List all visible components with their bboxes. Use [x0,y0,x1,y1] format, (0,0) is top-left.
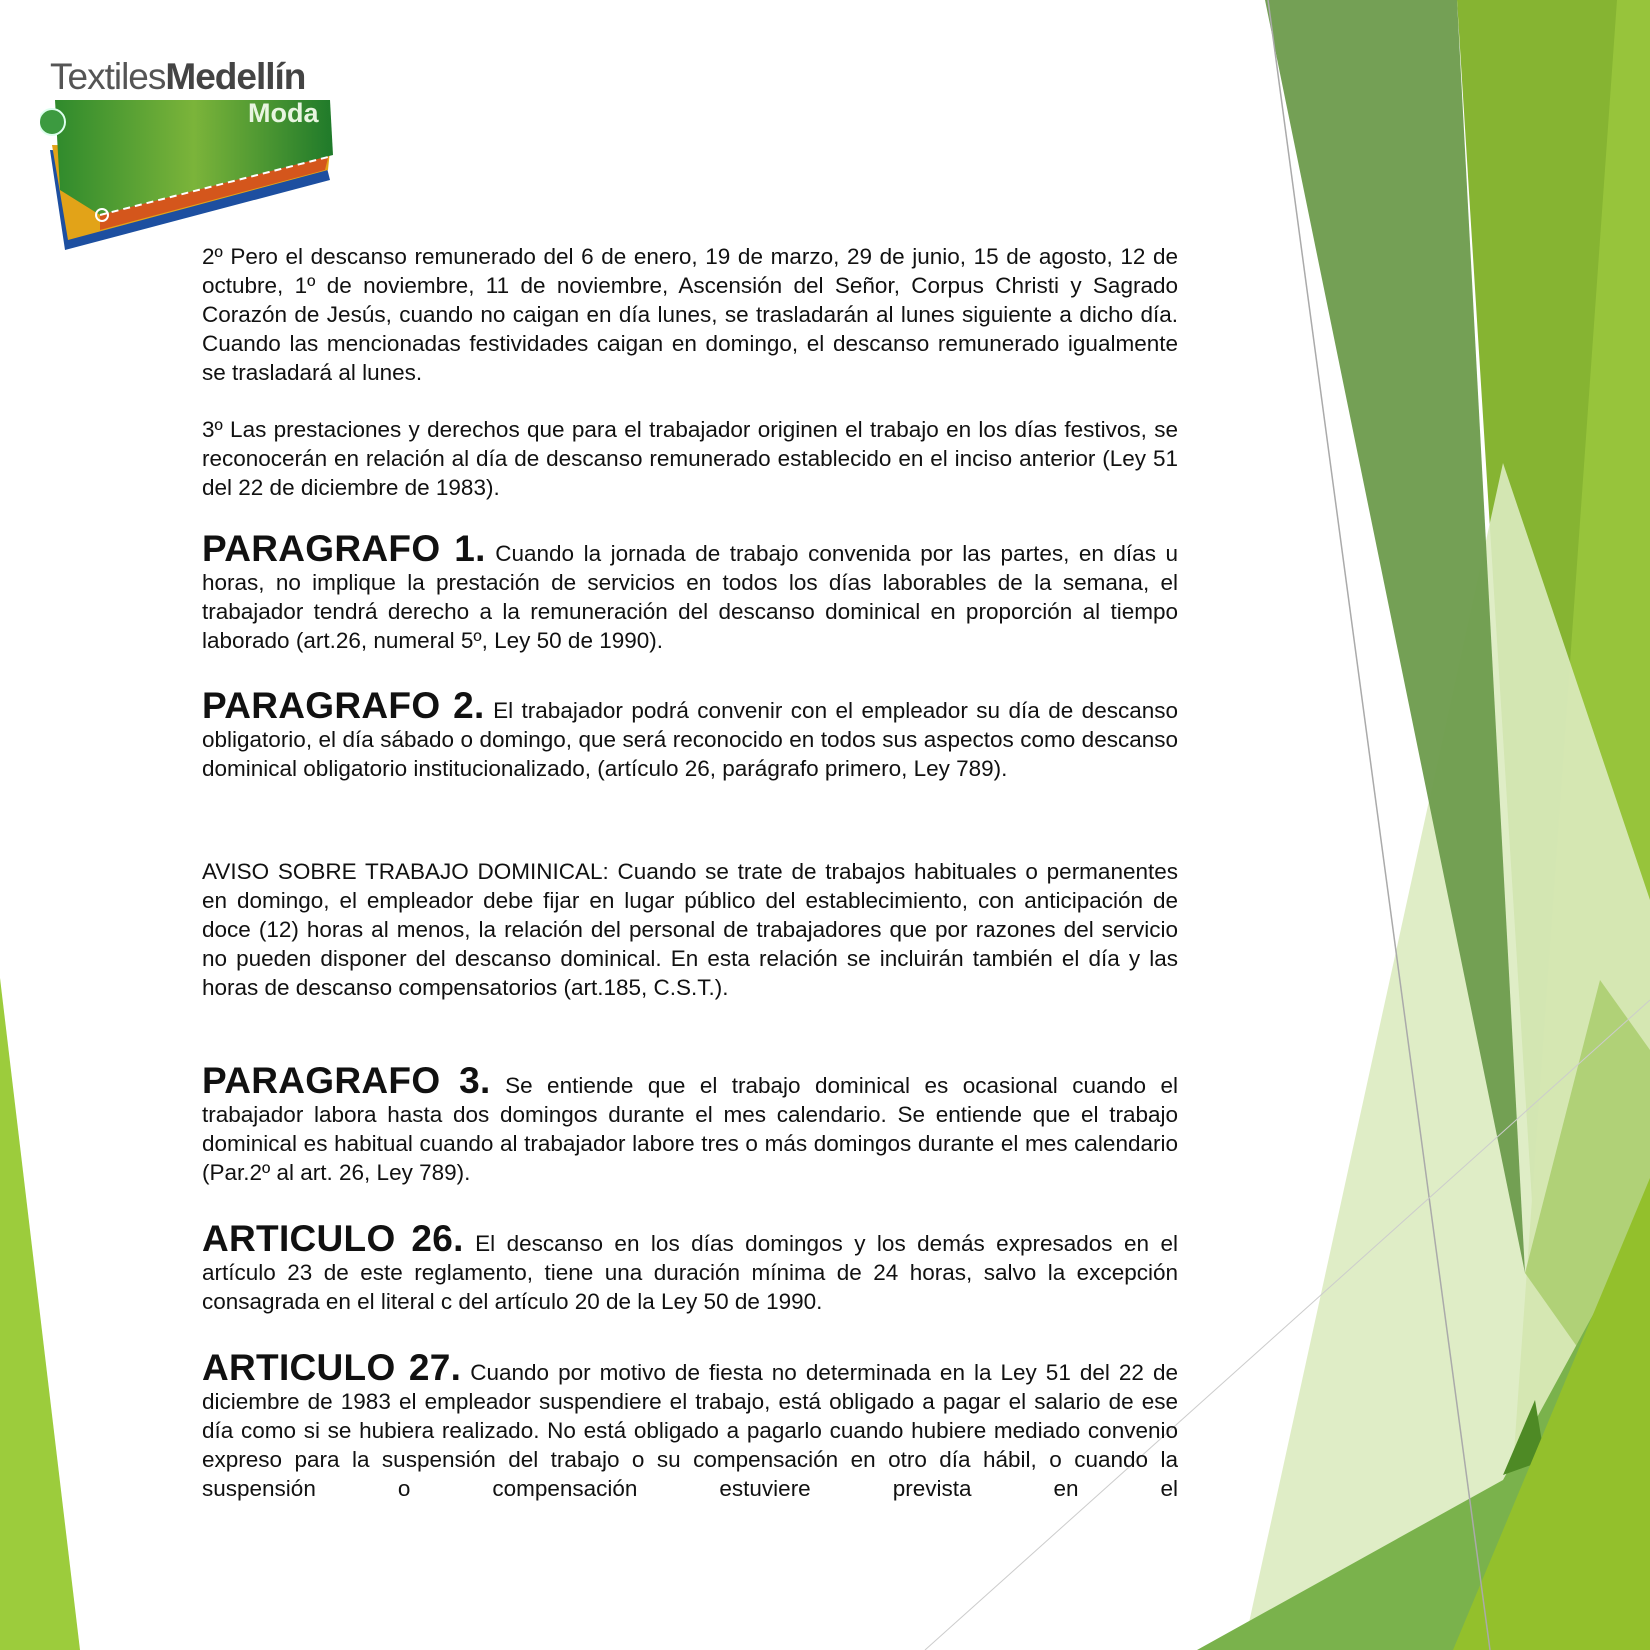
left-green-sliver [0,978,80,1650]
section-text: Se entiende que el trabajo dominical es ocasional cuando el trabajador labora hasta dos domingos durante el mes calendario. Se entiende que el trabajo dominical es habitual cuando al trabajador labore tres o más domingos durante el mes calendario (Par.2º al art. 26, Ley 789). [202,1073,1178,1185]
section-heading: PARAGRAFO 2. [202,685,485,726]
company-logo [40,50,340,260]
articulo-27 [202,1347,1178,1503]
section-heading: ARTICULO 26. [202,1218,464,1259]
paragraph-text: 2º Pero el descanso remunerado del 6 de enero, 19 de marzo, 29 de junio, 15 de agosto, 12 de octubre, 1º de noviembre, 11 de noviembre, Ascensión del Señor, Corpus Christi y Sagrado Corazón de Jesús, cuando no caigan en día lunes, se trasladarán al lunes siguiente a dicho día. Cuando las mencionadas festividades caigan en domingo, el descanso remunerado igualmente se trasladará al lunes. [202,244,1178,385]
paragraph-2 [202,242,1178,387]
paragraph-text: 3º Las prestaciones y derechos que para el trabajador originen el trabajo en los días festivos, se reconocerán en relación al día de descanso remunerado establecido en el inciso anterior (Ley 51 del 22 de diciembre de 1983). [202,417,1178,500]
section-text: Cuando se trate de trabajos habituales o permanentes en domingo, el empleador debe fijar en lugar público del establecimiento, con anticipación de doce (12) horas al menos, la relación del personal de trabajadores que por razones del servicio no pueden disponer del descanso dominical. En esta relación se incluirán también el día y las horas de descanso compensatorios (art.185, C.S.T.). [202,859,1178,1000]
section-text: El trabajador podrá convenir con el empleador su día de descanso obligatorio, el día sábado o domingo, que será reconocido en todos sus aspectos como descanso dominical obligatorio institucionalizado, (artículo 26, parágrafo primero, Ley 789). [202,698,1178,781]
logo-subtitle: Moda [248,98,319,128]
section-heading: AVISO SOBRE TRABAJO DOMINICAL: [202,859,609,884]
section-heading: PARAGRAFO 3. [202,1060,491,1101]
aviso-trabajo-dominical [202,857,1178,1002]
paragraph-3 [202,415,1178,502]
paragrafo-1 [202,528,1178,655]
section-heading: PARAGRAFO 1. [202,528,486,569]
paragrafo-3 [202,1060,1178,1187]
articulo-26 [202,1218,1178,1316]
section-text: El descanso en los días domingos y los demás expresados en el artículo 23 de este reglamento, tiene una duración mínima de 24 horas, salvo la excepción consagrada en el literal c del artículo 20 de la Ley 50 de 1990. [202,1231,1178,1314]
section-heading: ARTICULO 27. [202,1347,462,1388]
logo-text: TextilesMedellín [50,56,306,97]
section-text: Cuando por motivo de fiesta no determinada en la Ley 51 del 22 de diciembre de 1983 el empleador suspendiere el trabajo, está obligado a pagar el salario de ese día como si se hubiera realizado. No está obligado a pagarlo cuando hubiere mediado convenio expreso para la suspensión del trabajo o su compensación en otro día hábil, o cuando la suspensión o compensación estuviere prevista en el [202,1360,1178,1501]
paragrafo-2 [202,685,1178,783]
section-text: Cuando la jornada de trabajo convenida por las partes, en días u horas, no implique la prestación de servicios en todos los días laborables de la semana, el trabajador tendrá derecho a la remuneración del descanso dominical en proporción al tiempo laborado (art.26, numeral 5º, Ley 50 de 1990). [202,541,1178,653]
